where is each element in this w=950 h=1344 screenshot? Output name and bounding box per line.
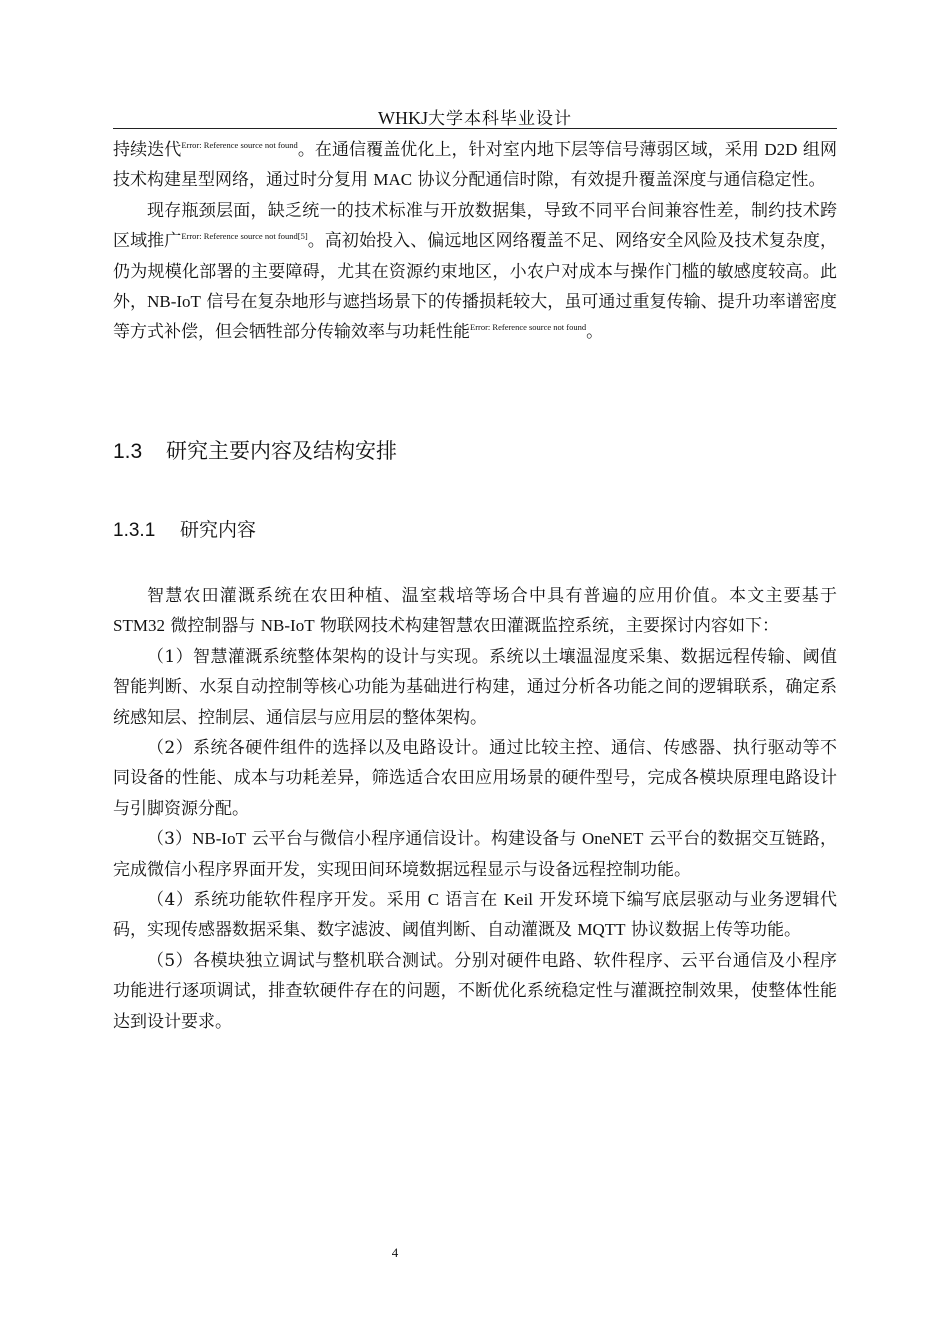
- text-run: D2D: [764, 140, 798, 159]
- text-run: 。高初始投入、偏远地区网络覆盖不足、网络安全风险及技术复杂度，仍为规模化部署的主要障碍，尤其在资源约束地区，小农户对成本与操作门槛的敏感度较高。此外，: [113, 231, 838, 313]
- paragraph-intro: [113, 581, 837, 642]
- header-rule: [113, 128, 837, 129]
- subsection-number: 1.3.1: [113, 520, 156, 541]
- text-run: NB-IoT: [192, 829, 246, 849]
- list-item-4: [113, 885, 837, 946]
- subsection-heading: [113, 515, 256, 542]
- paragraph-continuation: [113, 135, 837, 196]
- text-run: 信号在复杂地形与遮挡场景下的传播损耗较大，虽可通过重复传输、提升功率谱密度等方式补偿，但会牺牲部分传输效率与功耗性能: [113, 292, 837, 343]
- list-item-2: （2）系统各硬件组件的选择以及电路设计。通过比较主控、通信、传感器、执行驱动等不同设备的性能、成本与功耗差异，筛选适合农田应用场景的硬件型号，完成各模块原理电路设计与引脚资源分配。: [113, 738, 837, 819]
- text-run: 持续迭代: [113, 140, 182, 160]
- page-number: 4: [391, 1245, 399, 1260]
- text-run: NB-IoT: [260, 616, 315, 636]
- text-run: 云平台与微信小程序通信设计。构建设备与: [245, 829, 583, 850]
- page-header: [113, 104, 837, 129]
- text-run: NB-IoT: [147, 292, 201, 312]
- text-run: 物联网技术构建智慧农田灌溉监控系统，主要探讨内容如下：: [314, 616, 780, 637]
- text-run: C: [427, 890, 440, 910]
- reference-error: Error: Reference source not found: [470, 322, 587, 333]
- body-research-content: [113, 581, 837, 1037]
- text-run: 。: [586, 322, 604, 343]
- text-run: 现存瓶颈层面，缺乏统一的技术标准与开放数据集，导致不同平台间兼容性差，制约技术跨区域推广: [113, 200, 837, 252]
- text-run: MQTT: [577, 920, 626, 940]
- text-run: 协议分配通信时隙，有效提升覆盖深度与通信稳定性。: [412, 170, 826, 191]
- section-number: 1.3: [113, 440, 143, 463]
- text-run: Keil: [503, 890, 534, 910]
- list-item-3: [113, 824, 837, 885]
- list-item-5: （5）各模块独立调试与整机联合测试。分别对硬件电路、软件程序、云平台通信及小程序功能进行逐项调试，排查软硬件存在的问题，不断优化系统稳定性与灌溉控制效果，使整体性能达到设计要求。: [113, 950, 837, 1032]
- text-run: 协议数据上传等功能。: [625, 920, 801, 941]
- text-run: 智慧农田灌溉系统在农田种植、温室栽培等场合中具有普遍的应用价值。本文主要基于: [147, 586, 837, 606]
- text-run: 微控制器与: [164, 616, 261, 637]
- text-run: 组网技术构建星型网络，通过时分复用: [113, 140, 838, 191]
- text-run: （4）系统功能软件程序开发。采用: [147, 890, 428, 911]
- header-title: 大学本科毕业设计: [428, 109, 572, 129]
- reference-error: Error: Reference source not found: [181, 140, 298, 150]
- text-run: 开发环境下编写底层驱动与业务逻辑代码，实现传感器数据采集、数字滤波、阈值判断、自动灌溉及: [113, 890, 837, 941]
- list-item-1: （1）智慧灌溉系统整体架构的设计与实现。系统以土壤温湿度采集、数据远程传输、阈值智能判断、水泵自动控制等核心功能为基础进行构建，通过分析各功能之间的逻辑联系，确定系统感知层、控制层、通信层与应用层的整体架构。: [113, 646, 837, 728]
- text-run: 语言在: [439, 890, 504, 911]
- body-top: [113, 135, 837, 348]
- text-run: STM32: [113, 616, 165, 636]
- reference-error: Error: Reference source not found[5]: [181, 231, 308, 242]
- section-title: 研究主要内容及结构安排: [166, 439, 397, 463]
- text-run: OneNET: [582, 829, 644, 849]
- text-run: 云平台的数据交互链路，完成微信小程序界面开发，实现田间环境数据远程显示与设备远程控制功能。: [113, 829, 837, 880]
- text-run: MAC: [373, 170, 413, 190]
- paragraph-bottlenecks: [113, 196, 837, 348]
- text-run: （3）: [147, 829, 193, 850]
- subsection-title: 研究内容: [180, 519, 257, 541]
- text-run: 。在通信覆盖优化上，针对室内地下层等信号薄弱区域，采用: [297, 140, 765, 160]
- section-heading: [113, 435, 397, 465]
- header-latin: WHKJ: [378, 108, 428, 128]
